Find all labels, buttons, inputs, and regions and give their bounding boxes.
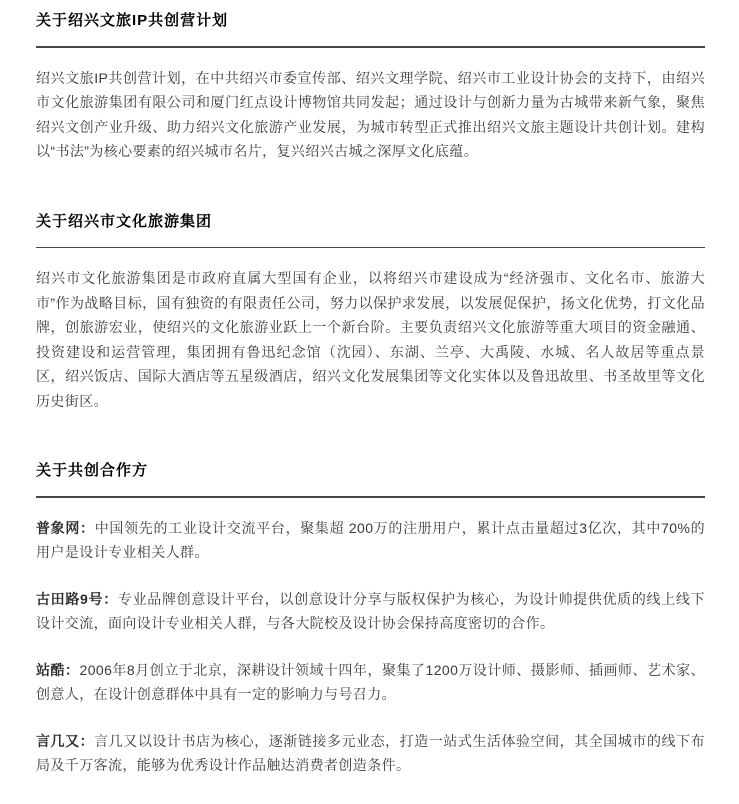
section-about-group [36,211,705,414]
section-about-partners [36,460,705,778]
paragraph-puxiang [36,516,705,565]
section-title: 关于共创合作方 [36,462,149,479]
section-divider [36,247,705,249]
section-about-plan [36,10,705,164]
paragraph-lead: 站酷： [36,661,80,678]
paragraph-text: 中国领先的工业设计交流平台，聚集超 200万的注册用户，累计点击量超过3亿次，其中70%的用户是设计专业相关人群。 [36,519,705,560]
section-title: 关于绍兴市文化旅游集团 [36,212,213,230]
paragraph-text: 2006年8月创立于北京，深耕设计领域十四年，聚集了1200万设计师、摄影师、插画师、艺术家、创意人，在设计创意群体中具有一定的影响力与号召力。 [36,661,705,702]
paragraph-lead: 言几又： [36,732,95,749]
paragraph-text: 言几又以设计书店为核心，逐渐链接多元业态，打造一站式生活体验空间，其全国城市的线下布局及千万客流，能够为优秀设计作品触达消费者创造条件。 [36,732,705,773]
paragraph-zcool [36,658,705,707]
paragraph-text: 绍兴文旅IP共创营计划，在中共绍兴市委宣传部、绍兴文理学院、绍兴市工业设计协会的支持下，由绍兴市文化旅游集团有限公司和厦门红点设计博物馆共同发起；通过设计与创新力量为古城带来新气象，聚焦绍兴文创产业升级、助力绍兴文化旅游产业发展，为城市转型正式推出绍兴文旅主题设计共创计划。建构以“书法”为核心要素的绍兴城市名片，复兴绍兴古城之深厚文化底蕴。 [36,69,705,159]
paragraph [36,66,705,164]
paragraph-text: 专业品牌创意设计平台，以创意设计分享与版权保护为核心，为设计帅提供优质的线上线下设计交流，面向设计专业相关人群，与各大院校及设计协会保持高度密切的合作。 [36,590,706,631]
paragraph-lead: 普象网： [36,519,95,536]
section-divider [36,496,705,498]
paragraph-lead: 古田路9号： [36,590,118,607]
paragraph [36,266,705,413]
section-divider [36,46,705,48]
paragraph-text: 绍兴市文化旅游集团是市政府直属大型国有企业，以将绍兴市建设成为“经济强市、文化名市、旅游大市”作为战略目标，国有独资的有限责任公司，努力以保护求发展，以发展促保护，扬文化优势，打文化品牌，创旅游宏业，使绍兴的文化旅游业跃上一个新台阶。主要负责绍兴文化旅游等重大项目的资金融通、投资建设和运营管理，集团拥有鲁迅纪念馆（沈园）、东湖、兰亭、大禹陵、水城、名人故居等重点景区，绍兴饭店、国际大酒店等五星级酒店，绍兴文化发展集团等文化实体以及鲁迅故里、书圣故里等文化历史街区。 [36,270,705,409]
paragraph-yanjiyou [36,729,705,778]
paragraph-gutianlu9 [36,587,705,636]
section-title: 关于绍兴文旅IP共创营计划 [36,12,229,29]
